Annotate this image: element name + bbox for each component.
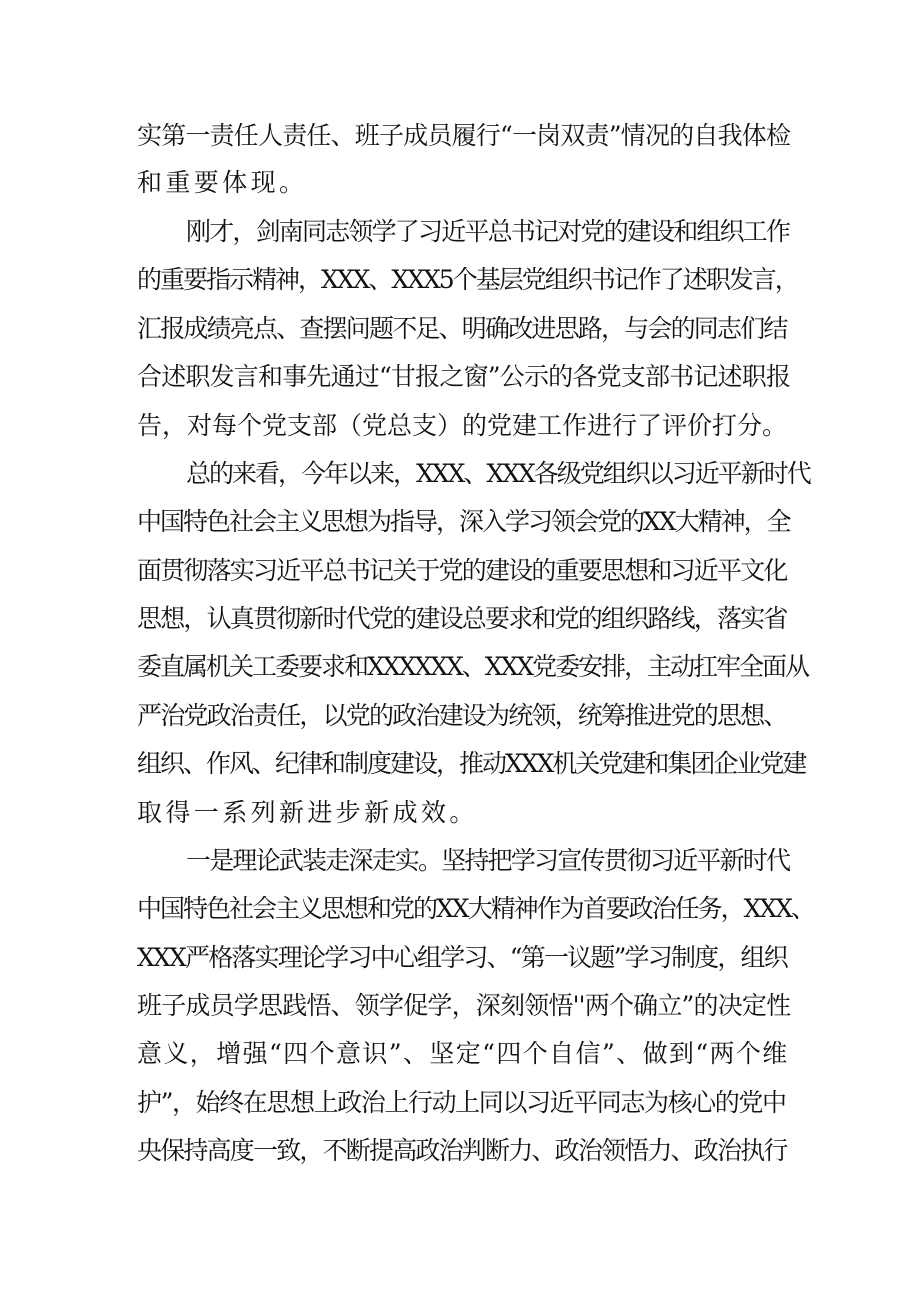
text-line: 一是理论武装走深走实。坚持把学习宣传贯彻习近平新时代 <box>186 846 790 875</box>
text-line: 告，对每个党支部（党总支）的党建工作进行了评价打分。 <box>137 411 788 440</box>
text-line: 汇报成绩亮点、查摆问题不足、明确改进思路，与会的同志们结 <box>137 314 787 343</box>
text-line: 意义，增强“四个意识”、坚定“四个自信”、做到“两个维 <box>137 1039 789 1068</box>
text-line: 的重要指示精神，XXX、XXX5个基层党组织书记作了述职发言， <box>137 265 798 294</box>
text-line: 合述职发言和事先通过“甘报之窗”公示的各党支部书记述职报 <box>137 362 791 391</box>
text-line: 中国特色社会主义思想为指导，深入学习领会党的XX大精神，全 <box>137 507 790 536</box>
text-line: 委直属机关工委要求和XXXXXX、XXX党委安排，主动扛牢全面从 <box>137 652 809 681</box>
text-line: 和重要体现。 <box>137 168 308 197</box>
text-line: 组织、作风、纪律和制度建设，推动XXX机关党建和集团企业党建 <box>137 749 806 778</box>
text-line: 中国特色社会主义思想和党的XX大精神作为首要政治任务，XXX、 <box>137 894 814 923</box>
text-line: 取得一系列新进步新成效。 <box>137 798 478 827</box>
text-line: 央保持高度一致，不断提高政治判断力、政治领悟力、政治执行 <box>137 1136 787 1165</box>
text-line: 面贯彻落实习近平总书记关于党的建设的重要思想和习近平文化 <box>137 556 787 585</box>
text-line: 班子成员学思践悟、领学促学，深刻领悟''两个确立”的决定性 <box>137 991 791 1020</box>
text-line: 实第一责任人责任、班子成员履行“一岗双责”情况的自我体检 <box>137 121 791 150</box>
text-line: 思想，认真贯彻新时代党的建设总要求和党的组织路线，落实省 <box>137 604 787 633</box>
text-line: 总的来看，今年以来，XXX、XXX各级党组织以习近平新时代 <box>186 459 810 488</box>
text-line: 严治党政治责任，以党的政治建设为统领，统筹推进党的思想、 <box>137 701 787 730</box>
text-line: 刚才，剑南同志领学了习近平总书记对党的建设和组织工作 <box>186 217 790 246</box>
text-line: 护”，始终在思想上政治上行动上同以习近平同志为核心的党中 <box>137 1088 786 1117</box>
text-line: XXX严格落实理论学习中心组学习、“第一议题”学习制度，组织 <box>137 943 787 972</box>
